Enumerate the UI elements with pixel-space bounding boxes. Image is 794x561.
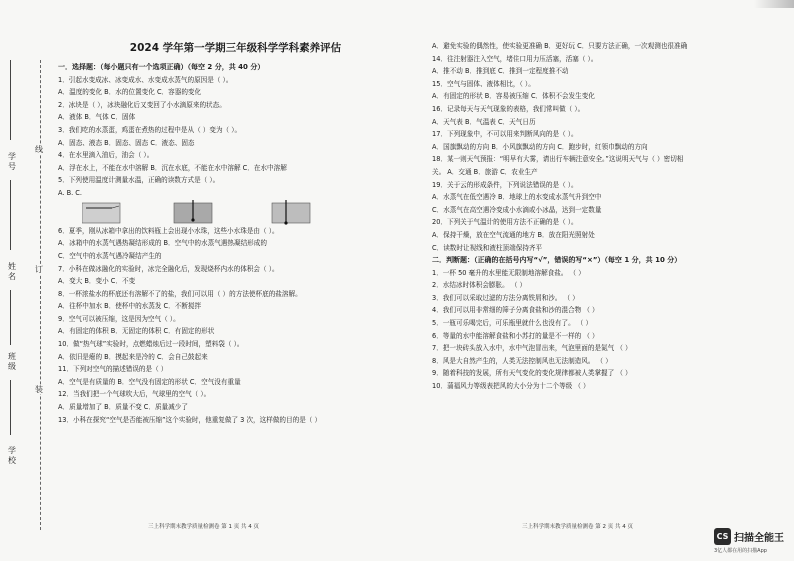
question-line: 16．记录每天与天气现象的表格，我们常叫做（ ）。 xyxy=(432,104,585,113)
question-line: A. B. C. xyxy=(58,188,83,197)
page-1 xyxy=(58,38,413,426)
question-line: A．温度的变化 B．水的位置变化 C．容器的变化 xyxy=(58,88,202,97)
question-line: A．空气是有质量的 B．空气没有固定的形状 C．空气没有重量 xyxy=(58,377,241,386)
question-line: 6．夏季，刚从冰箱中拿出的饮料瓶上会出现小水珠，这些小水珠是由（ ）。 xyxy=(58,226,279,235)
margin-label-school: 学校 xyxy=(8,446,16,465)
question-line: A．有固定的体积 B．无固定的体积 C．有固定的形状 xyxy=(58,327,215,336)
question-line: 15．空气与固体、液体相比，（ ）。 xyxy=(432,79,535,88)
margin-rule xyxy=(10,60,11,140)
question-line: A．天气表 B．气温表 C．天气日历 xyxy=(432,117,536,126)
question-line: A．质量增加了 B．质量不变 C．质量减少了 xyxy=(58,403,188,412)
page-2 xyxy=(432,40,777,393)
judgement-line: 10．蒲福风力等级表把风的大小分为十二个等级 （ ） xyxy=(432,382,590,391)
camscanner-icon: CS xyxy=(714,528,731,545)
question-line: C．读数时让视线和液柱顶端保持齐平 xyxy=(432,243,543,252)
question-line: 7．小科在做冰融化的实验时，冰完全融化后，发现烧杯内水的体积会（ ）。 xyxy=(58,264,279,273)
judgement-line: 4．我们可以用非常细的筛子分离食盐和沙的混合物 （ ） xyxy=(432,306,599,315)
question-line: C．空气中的水蒸气遇冷凝结产生的 xyxy=(58,251,162,260)
question-line: A．避免实验的偶然性，使实验更准确 B．更好玩 C．只要方法正确，一次观测也很准确 xyxy=(432,42,688,50)
binding-dashed-line xyxy=(40,60,41,530)
scanner-app-logo xyxy=(714,528,784,545)
section-2-heading: 二．判断题：（正确的在括号内写“√”，错误的写“×”）（每空 1 分，共 10 分） xyxy=(432,256,682,265)
question-line: 11．下列对空气的描述错误的是（ ） xyxy=(58,365,168,374)
question-line: 关。 A．交通 B．旅游 C．农业生产 xyxy=(432,167,538,176)
margin-label-class: 班级 xyxy=(8,352,16,371)
judgement-line: 3．我们可以采取过滤的方法分离铁屑和沙。 （ ） xyxy=(432,293,579,302)
question-line: 17．下列现象中，不可以用来判断风向的是（ ）。 xyxy=(432,130,578,139)
thermometer-diagram-c xyxy=(272,200,310,225)
question-line: A．水蒸气在低空遇冷 B．地球上的水变成水蒸气升到空中 xyxy=(432,193,602,202)
question-line: A．固态、液态 B．固态、固态 C．液态、固态 xyxy=(58,138,195,147)
question-line: A．有固定的形状 B．容易被压缩 C．体积不会发生变化 xyxy=(432,92,595,101)
page-1-footer: 三上科学期末教学质量检测卷 第 1 页 共 4 页 xyxy=(148,524,259,530)
page-2-footer: 三上科学期末教学质量检测卷 第 2 页 共 4 页 xyxy=(522,524,633,530)
exam-title: 2024 学年第一学期三年级科学学科素养评估 xyxy=(129,42,342,54)
bind-mark-zhuang: 装 xyxy=(35,385,43,394)
question-line: 14．往注射器注入空气，堵住口用力压活塞，活塞（ ）。 xyxy=(432,54,598,63)
judgement-line: 9．随着科技的发展，所有天气变化的变化规律都被人类掌握了 （ ） xyxy=(432,369,632,378)
scan-shadow xyxy=(754,0,794,8)
question-line: A．推不动 B．推到底 C．推到一定程度推不动 xyxy=(432,67,569,76)
judgement-line: 6．等量的水中能溶解食盐和小苏打的量是不一样的 （ ） xyxy=(432,331,599,340)
question-line: 12．当我们把一个气球吹大后，气球里的空气（ ）。 xyxy=(58,390,211,399)
thermometer-diagram-b xyxy=(174,200,212,223)
question-line: 9．空气可以被压缩，这是因为空气（ ）。 xyxy=(58,314,180,323)
question-line: 10．做“热气球”实验时，点燃蜡烛后过一段时间，塑料袋（ ）。 xyxy=(58,340,244,349)
margin-label-student-id: 学号 xyxy=(8,152,16,171)
page-1-questions xyxy=(58,74,413,427)
question-line: A．保持干燥，放在空气流通的地方 B．放在阳光照射处 xyxy=(432,230,595,239)
scanner-app-name: 扫描全能王 xyxy=(734,533,784,544)
judgement-line: 2．水结冰时体积会膨胀。 （ ） xyxy=(432,281,527,290)
question-line: 18．某一则天气预报：“明早有大雾，请出行车辆注意安全。”这说明天气与（ ）密切相 xyxy=(432,155,684,164)
margin-label-name: 姓名 xyxy=(8,262,16,281)
question-line: 13．小科在探究“空气是否能被压缩”这个实验时，他重复做了 3 次，这样做的目的是（ ） xyxy=(58,415,322,424)
question-line: 20．下列关于气温计的使用方法不正确的是（ ）。 xyxy=(432,218,578,227)
judgement-line: 5．一瓶可乐喝完后，可乐瓶里就什么也没有了。 （ ） xyxy=(432,319,593,328)
judgement-line: 8．风是大自然产生的，人类无法控制风也无法制造风。 （ ） xyxy=(432,356,612,365)
question-line: A．往杯中加水 B．使杯中的水蒸发 C．不断搅拌 xyxy=(58,302,202,311)
thermometer-diagram-a xyxy=(82,203,120,223)
question-line: 19．关于云的形成条件，下列说法错误的是（ ）。 xyxy=(432,180,578,189)
question-line: A．变大 B．变小 C．不变 xyxy=(58,277,136,286)
bind-mark-ding: 订 xyxy=(35,265,43,274)
question-line: C．水蒸气在高空遇冷变成小水滴或小冰晶，达到一定数量 xyxy=(432,205,602,214)
question-line: A．国旗飘动的方向 B．小风旗飘动的方向 C．跑步时，红领巾飘动的方向 xyxy=(432,142,648,151)
thermometer-diagrams xyxy=(82,200,382,226)
question-line: 2．冰块是（ ），冰块融化后又变回了小水滴原来的状态。 xyxy=(58,100,226,109)
binding-margin xyxy=(0,0,52,561)
scanner-app-tagline: 3亿人都在用的扫描App xyxy=(714,548,767,554)
question-line: 1．引起水变成冰、冰变成水、水变成水蒸气的原因是（ ）。 xyxy=(58,75,233,84)
page-2-questions xyxy=(432,40,777,254)
question-line: 5．下列使用温度计测量水温，正确的读数方式是（ ）。 xyxy=(58,176,220,185)
judgement-line: 1．一杯 50 毫升的水里能无限制地溶解食盐。 （ ） xyxy=(432,268,585,277)
margin-rule xyxy=(10,380,11,435)
margin-rule xyxy=(10,180,11,250)
question-line: 4．在水里滴入油后，油会（ ）。 xyxy=(58,151,154,160)
section-1-heading: 一．选择题：（每小题只有一个选项正确）（每空 2 分，共 40 分） xyxy=(58,63,265,71)
judgement-line: 7．把一块砖头放入水中，水中气泡冒出来，气泡里面的是氮气 （ ） xyxy=(432,344,632,353)
question-line: A．浮在水上，不能在水中溶解 B．沉在水底，不能在水中溶解 C．在水中溶解 xyxy=(58,163,287,172)
question-line: A．依旧是瘪的 B．摸起来是冷的 C．会自己鼓起来 xyxy=(58,352,208,361)
judgement-questions xyxy=(432,267,777,393)
bind-mark-xian: 线 xyxy=(35,145,43,154)
question-line: A．冰箱中的水蒸气遇热凝结形成的 B．空气中的水蒸气遇热凝结形成的 xyxy=(58,239,267,248)
margin-rule xyxy=(10,290,11,345)
question-line: 3．我们吃的水蒸蛋，鸡蛋在煮热的过程中是从（ ）变为（ ）。 xyxy=(58,125,242,134)
question-line: A．液体 B．气体 C．固体 xyxy=(58,113,136,122)
question-line: 8．一杯浓盐水的杯底还有溶解不了的盐，我们可以用（ ）的方法使杯底的盐溶解。 xyxy=(58,289,302,298)
